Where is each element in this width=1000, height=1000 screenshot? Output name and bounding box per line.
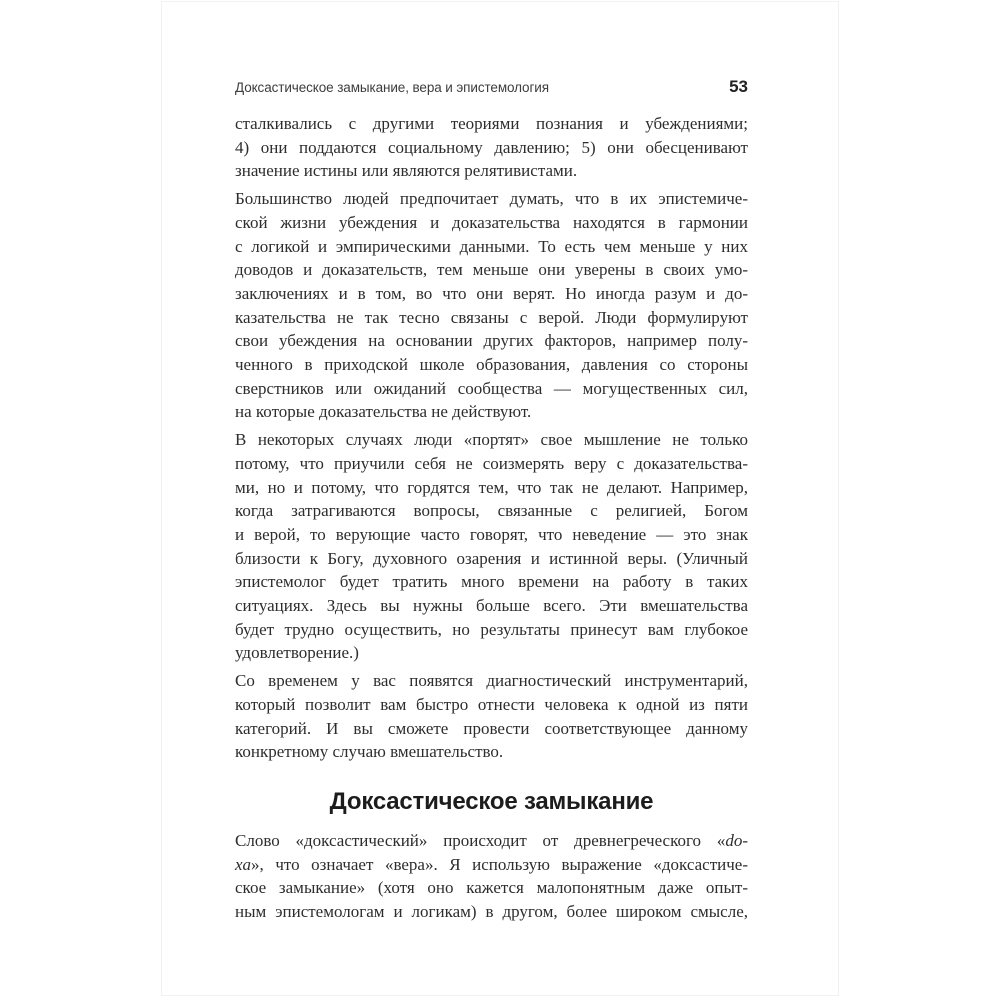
book-page — [161, 1, 839, 996]
text-line: сверстников или ожиданий сообщества — могущественных сил, — [235, 378, 748, 398]
text-block — [235, 112, 748, 928]
text-line: доводов и доказательств, тем меньше они уверены в своих умо- — [235, 260, 748, 280]
text-line: свои убеждения на основании других факторов, например полу- — [235, 331, 748, 351]
text-line: сталкивались с другими теориями познания и убеждениями; — [235, 114, 748, 133]
text-line: Со временем у вас появятся диагностический инструментарий, — [235, 671, 748, 691]
text-line: Большинство людей предпочитает думать, что в их эпистемиче- — [235, 189, 748, 209]
text-line: В некоторых случаях люди «портят» свое мышление не только — [235, 430, 748, 450]
text-line: казательства не так тесно связаны с верой. Люди формулируют — [235, 307, 748, 327]
text-line: Слово «доксастический» происходит от древнегреческого «do- — [235, 830, 748, 850]
text-line: ской жизни убеждения и доказательства находятся в гармонии — [235, 212, 748, 232]
text-line: ми, но и потому, что гордятся тем, что так не делают. Например, — [235, 477, 748, 497]
text-line: удовлетворение.) — [235, 643, 359, 663]
text-line: когда затрагиваются вопросы, связанные с религией, Богом — [235, 501, 748, 521]
text-line: xa», что означает «вера». Я использую выражение «доксастиче- — [235, 854, 748, 874]
paragraph — [235, 829, 748, 924]
text-line: 4) они поддаются социальному давлению; 5) они обесценивают — [235, 137, 748, 157]
text-line: будет трудно осуществить, но результаты принесут вам глубокое — [235, 619, 748, 639]
text-line: заключениях и в том, во что они верят. Но иногда разум и до- — [235, 283, 748, 303]
text-line: ным эпистемологам и логикам) в другом, более широком смысле, — [235, 902, 748, 922]
paragraph — [235, 669, 748, 764]
text-line: категорий. И вы сможете провести соответствующее данному — [235, 718, 748, 738]
text-line: значение истины или являются релятивистами. — [235, 161, 578, 181]
paragraph — [235, 428, 748, 665]
paragraph — [235, 187, 748, 424]
page-header — [235, 77, 748, 97]
text-line: ченного в приходской школе образования, давления со стороны — [235, 355, 748, 375]
text-line: и верой, то верующие часто говорят, что неведение — это знак — [235, 524, 748, 544]
text-line: который позволит вам быстро отнести человека к одной из пяти — [235, 694, 748, 714]
text-line: с логикой и эмпирическими данными. То есть чем меньше у них — [235, 236, 748, 256]
text-line: конкретному случаю вмешательство. — [235, 742, 504, 762]
text-line: близости к Богу, духовного озарения и истинной веры. (Уличный — [235, 548, 748, 568]
running-head: Доксастическое замыкание, вера и эпистемология — [235, 80, 549, 95]
text-line: эпистемолог будет тратить много времени на работу в таких — [235, 572, 748, 592]
text-line: ское замыкание» (хотя оно кажется малопонятным даже опыт- — [235, 878, 748, 898]
text-line: на которые доказательства не действуют. — [235, 402, 532, 422]
section-heading: Доксастическое замыкание — [329, 787, 654, 815]
text-line: ситуациях. Здесь вы нужны больше всего. Эти вмешательства — [235, 596, 748, 616]
paragraph — [235, 112, 748, 183]
text-line: потому, что приучили себя не соизмерять веру с доказательства- — [235, 453, 748, 473]
page-number: 53 — [729, 77, 748, 96]
